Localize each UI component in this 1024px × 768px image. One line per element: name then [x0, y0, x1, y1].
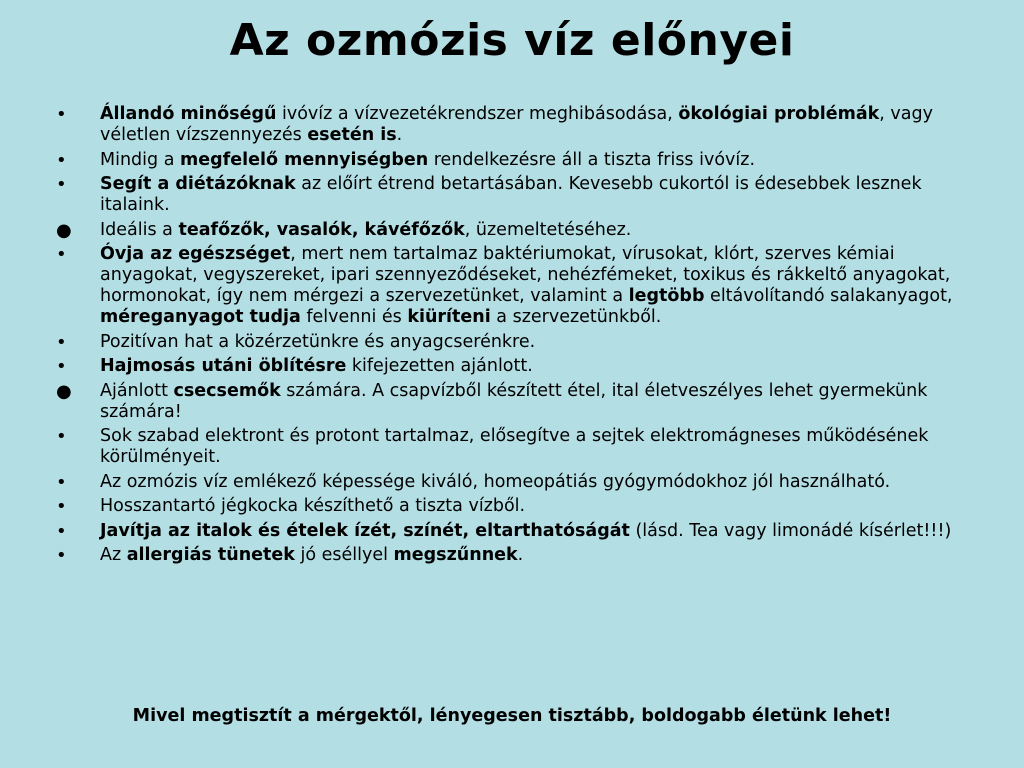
- bullet-item: [56, 545, 976, 566]
- slide-footer: Mivel megtisztít a mérgektől, lényegesen tisztább, boldogabb életünk lehet!: [132, 706, 892, 726]
- bullet-item: [56, 381, 976, 423]
- bullet-text: , üzemeltetéséhez.: [464, 219, 632, 240]
- bullet-marker-icon: ●: [56, 219, 72, 241]
- bullet-item: [56, 104, 976, 146]
- bullet-text-bold: Javítja az italok és ételek ízét, színét, eltarthatóságát: [100, 520, 630, 541]
- bullet-text: (lásd. Tea vagy limonádé kísérlet!!!): [629, 520, 952, 541]
- bullet-text-bold: Hajmosás utáni öblítésre: [100, 356, 347, 376]
- bullet-text-bold: Segít a diétázóknak: [100, 174, 296, 194]
- bullet-text: eltávolítandó salakanyagot,: [704, 286, 953, 306]
- bullet-marker-icon: •: [56, 426, 67, 447]
- bullet-text-bold: ökológiai problémák: [678, 104, 880, 124]
- bullet-text-bold: allergiás tünetek: [126, 545, 295, 565]
- bullet-marker-icon: ●: [56, 380, 72, 402]
- bullet-item: [56, 426, 976, 468]
- bullet-item: [56, 521, 976, 542]
- bullet-item: [56, 472, 976, 493]
- bullet-marker-icon: •: [56, 545, 67, 566]
- bullet-marker-icon: •: [56, 356, 67, 377]
- bullet-text: Ajánlott: [100, 380, 174, 401]
- bullet-text: a szervezetünkből.: [490, 307, 662, 327]
- bullet-item: [56, 332, 976, 353]
- bullet-item: [56, 244, 976, 328]
- bullet-marker-icon: •: [56, 174, 67, 195]
- bullet-text: Az ozmózis víz emlékező képessége kiváló, homeopátiás gyógymódokhoz jól használható.: [100, 471, 891, 492]
- bullet-text: számára. A csapvízből készített étel, ital életveszélyes lehet gyermekünk számára!: [100, 380, 928, 422]
- bullet-text: rendelkezésre áll a tiszta friss ivóvíz.: [428, 149, 756, 170]
- bullet-item: [56, 496, 976, 517]
- bullet-text: Mindig a: [100, 149, 180, 170]
- bullet-marker-icon: •: [56, 471, 67, 493]
- bullet-text: , vagy véletlen vízszennyezés: [100, 104, 933, 145]
- bullet-text-bold: megszűnnek: [393, 545, 518, 565]
- bullet-item: [56, 174, 976, 216]
- bullet-marker-icon: •: [56, 520, 67, 542]
- bullet-text: Hosszantartó jégkocka készíthető a tiszta vízből.: [100, 496, 526, 516]
- bullet-text: .: [396, 125, 403, 145]
- bullet-marker-icon: •: [56, 331, 67, 353]
- bullet-text-bold: legtöbb: [628, 286, 705, 306]
- bullet-text: kifejezetten ajánlott.: [346, 356, 533, 376]
- bullet-text: ivóvíz a vízvezetékrendszer meghibásodása,: [276, 104, 679, 124]
- slide-title: Az ozmózis víz előnyei: [229, 15, 795, 66]
- bullet-marker-icon: •: [56, 496, 67, 517]
- bullet-text-bold: megfelelő mennyiségben: [179, 149, 429, 170]
- bullet-text: Az: [100, 545, 127, 565]
- bullet-item: [56, 356, 976, 377]
- bullet-item: [56, 150, 976, 171]
- bullet-text-bold: csecsemők: [173, 380, 281, 401]
- bullet-text: felvenni és: [300, 307, 408, 327]
- bullet-text: Ideális a: [100, 219, 179, 240]
- bullet-text: Sok szabad elektront és protont tartalmaz, elősegítve a sejtek elektromágneses működésének körülményeit.: [100, 426, 929, 467]
- bullet-text-bold: esetén is: [307, 125, 397, 145]
- bullet-text: az előírt étrend betartásában. Kevesebb cukortól is édesebbek lesznek italaink.: [100, 174, 922, 215]
- bullet-item: [56, 220, 976, 241]
- bullet-text: , mert nem tartalmaz baktériumokat, vírusokat, klórt, szerves kémiai anyagokat, vegyszereket, ipari szennyeződéseket, nehézfémeket, toxikus és rákkeltő anyagokat, hormonokat, így nem mérgezi a szervezetünket, valamint a: [100, 244, 951, 306]
- bullet-marker-icon: •: [56, 244, 67, 265]
- bullet-text: Pozitívan hat a közérzetünkre és anyagcserénkre.: [100, 331, 536, 352]
- bullet-text: jó eséllyel: [294, 545, 394, 565]
- bullet-marker-icon: •: [56, 149, 67, 171]
- bullet-text-bold: Állandó minőségű: [100, 104, 277, 124]
- bullet-text-bold: méreganyagot tudja: [100, 307, 301, 327]
- bullet-text-bold: teafőzők, vasalók, kávéfőzők: [178, 219, 465, 240]
- bullet-text: .: [517, 545, 524, 565]
- bullet-marker-icon: •: [56, 104, 67, 125]
- bullet-list: [56, 104, 976, 570]
- bullet-text-bold: kiüríteni: [407, 307, 491, 327]
- bullet-text-bold: Óvja az egészséget: [100, 244, 291, 264]
